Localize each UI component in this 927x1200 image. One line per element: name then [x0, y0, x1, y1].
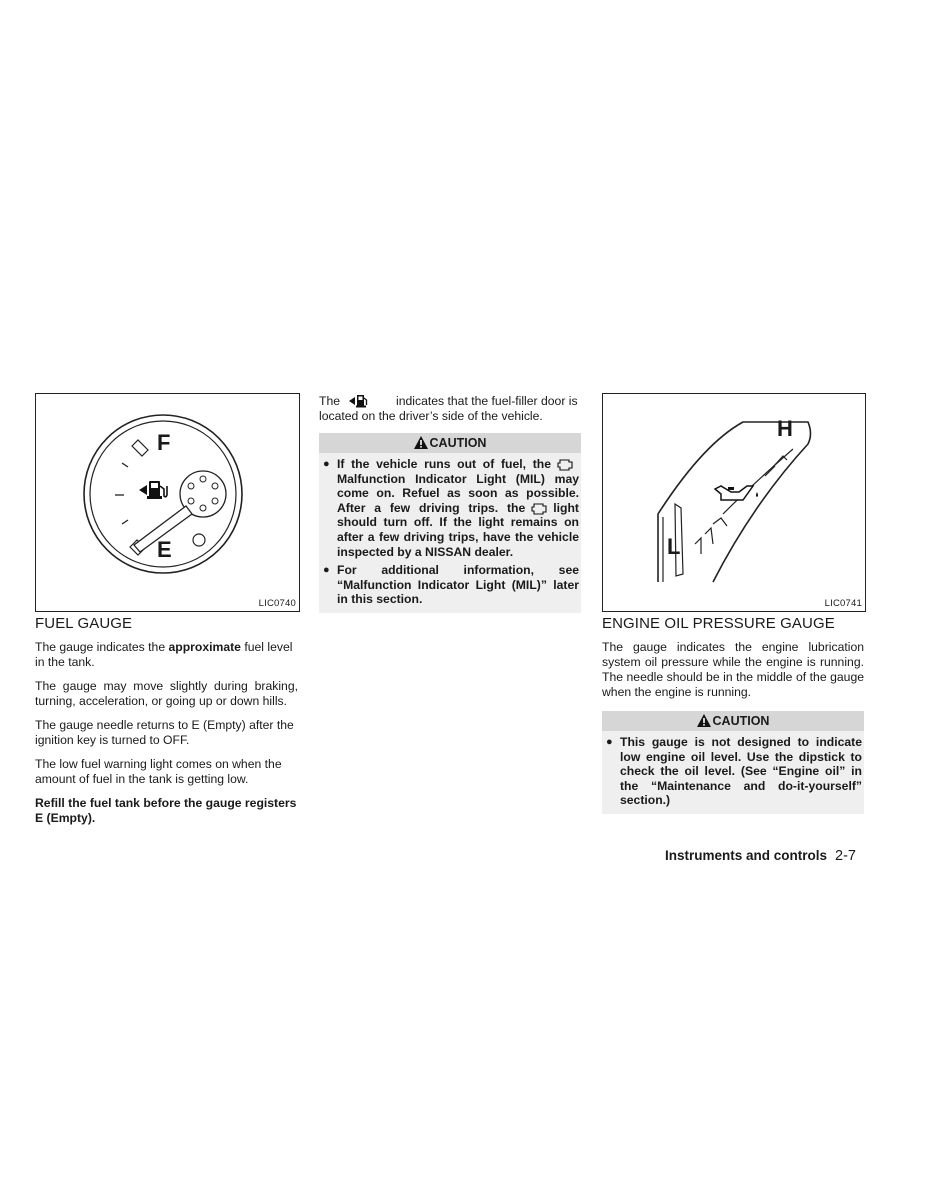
fuel-gauge-illustration: [36, 394, 299, 611]
gauge-label-h: H: [777, 416, 793, 441]
caution-item: ● If the vehicle runs out of fuel, theMalfunction Indicator Light (MIL) may come on. Refuel as soon as possible. After a few driving trips. the light should turn off. If the light remains on after a few driving trips, have the vehicle inspected by a NISSAN dealer.: [323, 457, 579, 559]
fuel-gauge-figure: [35, 393, 300, 612]
paragraph: The low fuel warning light comes on when the amount of fuel in the tank is getting low.: [35, 757, 282, 786]
paragraph: Refill the fuel tank before the gauge registers E (Empty).: [35, 796, 297, 825]
gauge-label-e: E: [157, 537, 172, 562]
gauge-label-f: F: [157, 430, 171, 455]
oil-gauge-text: [602, 640, 864, 709]
caution-header: CAUTION: [319, 433, 581, 453]
oil-gauge-illustration: [603, 394, 865, 611]
warning-triangle-icon: [414, 436, 428, 449]
paragraph: The gauge may move slightly during braking, turning, acceleration, or going up or down hills.: [35, 679, 298, 708]
caution-item: ● This gauge is not designed to indicate low engine oil level. Use the dipstick to check the oil level. (See “Engine oil” in the “Maintenance and do-it-yourself” section.): [606, 735, 862, 808]
oil-gauge-heading: ENGINE OIL PRESSURE GAUGE: [602, 615, 835, 632]
caution-header: CAUTION: [602, 711, 864, 731]
fuel-door-indicator-icon: [348, 393, 368, 409]
engine-mil-icon: [531, 502, 547, 515]
page-footer: [665, 848, 856, 864]
figure-code: LIC0740: [258, 598, 296, 609]
oil-gauge-figure: [602, 393, 866, 612]
fuel-caution-box: [319, 433, 581, 613]
fuel-gauge-heading: FUEL GAUGE: [35, 615, 133, 632]
paragraph: The gauge indicates the engine lubrication system oil pressure while the engine is running. The needle should be in the middle of the gauge when the engine is running.: [602, 640, 864, 699]
paragraph: The gauge needle returns to E (Empty) after the ignition key is turned to OFF.: [35, 718, 294, 747]
gauge-label-l: L: [667, 534, 681, 559]
oil-caution-box: [602, 711, 864, 814]
engine-mil-icon: [557, 458, 573, 471]
caution-body: [319, 453, 581, 613]
paragraph: The gauge indicates the approximate fuel level in the tank.: [35, 640, 293, 669]
section-title: Instruments and controls: [665, 848, 828, 863]
fuel-gauge-text: [35, 640, 298, 835]
page-number: 2-7: [835, 848, 856, 864]
caution-body: [602, 731, 864, 814]
figure-code: LIC0741: [824, 598, 862, 609]
caution-item: ● For additional information, see “Malfunction Indicator Light (MIL)” later in this section.: [323, 563, 579, 607]
fuel-door-text: The indicates that the fuel-filler door is located on the driver’s side of the vehicle.: [319, 394, 578, 423]
warning-triangle-icon: [697, 714, 711, 727]
